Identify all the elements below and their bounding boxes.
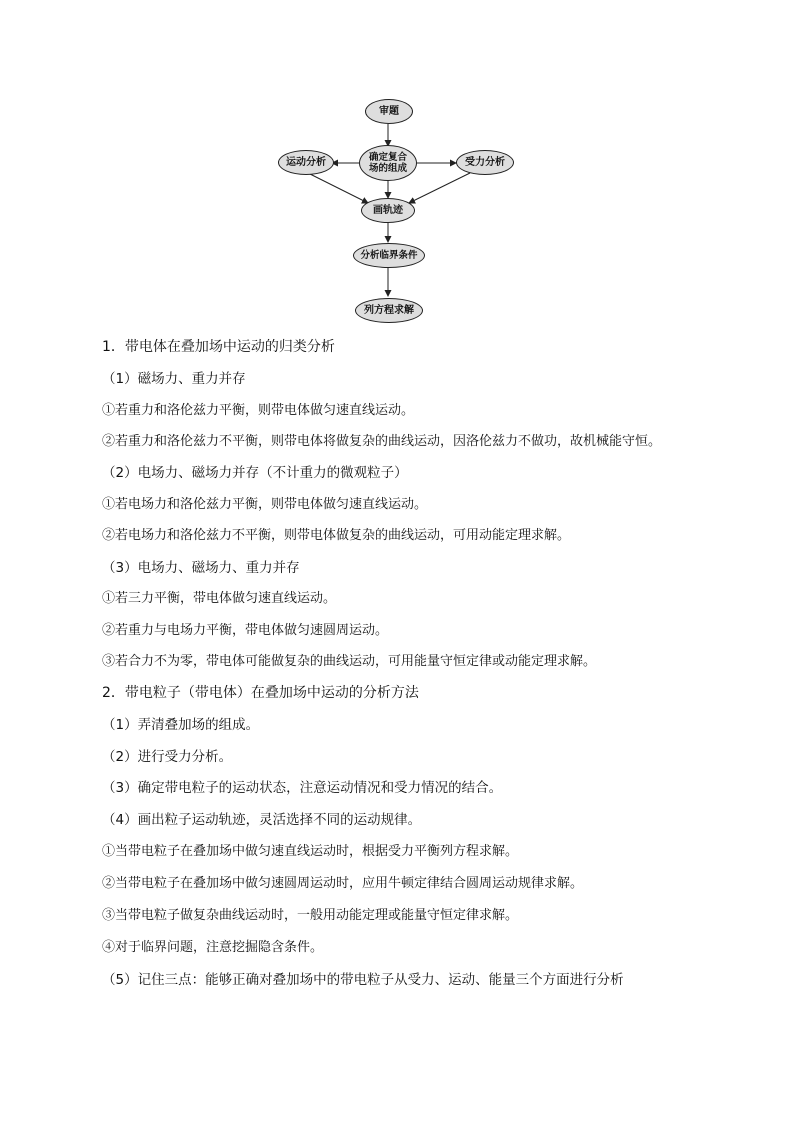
node-linjie: 分析临界条件 [353, 243, 425, 268]
item-1-1a: ①若重力和洛伦兹力平衡，则带电体做匀速直线运动。 [102, 403, 415, 418]
item-2-3: （3）确定带电粒子的运动状态，注意运动情况和受力情况的结合。 [102, 780, 503, 796]
item-2-2: （2）进行受力分析。 [102, 749, 233, 765]
item-1-2b: ②若电场力和洛伦兹力不平衡，则带电体做复杂的曲线运动，可用动能定理求解。 [102, 528, 571, 543]
item-1-1b: ②若重力和洛伦兹力不平衡，则带电体将做复杂的曲线运动，因洛伦兹力不做功，故机械能守恒。 [102, 434, 662, 449]
item-1-3a: ①若三力平衡，带电体做匀速直线运动。 [102, 591, 337, 606]
node-queding: 确定复合场的组成 [359, 145, 417, 181]
item-2-4c: ③当带电粒子做复杂曲线运动时，一般用动能定理或能量守恒定律求解。 [102, 908, 519, 923]
section-1-title: 1．带电体在叠加场中运动的归类分析 [102, 339, 335, 355]
item-1-3b: ②若重力与电场力平衡，带电体做匀速圆周运动。 [102, 623, 389, 638]
item-1-3: （3）电场力、磁场力、重力并存 [102, 560, 300, 576]
arrow-shouli-huaguiji [409, 173, 470, 203]
item-2-1: （1）弄清叠加场的组成。 [102, 717, 260, 733]
item-1-3c: ③若合力不为零，带电体可能做复杂的曲线运动，可用能量守恒定律或动能定理求解。 [102, 654, 597, 669]
item-2-4b: ②当带电粒子在叠加场中做匀速圆周运动时，应用牛顿定律结合圆周运动规律求解。 [102, 876, 584, 891]
item-2-4a: ①当带电粒子在叠加场中做匀速直线运动时，根据受力平衡列方程求解。 [102, 844, 519, 859]
node-shenti: 审题 [365, 99, 413, 124]
item-1-1: （1）磁场力、重力并存 [102, 371, 246, 387]
item-2-5: （5）记住三点：能够正确对叠加场中的带电粒子从受力、运动、能量三个方面进行分析 [102, 972, 624, 988]
node-huaguiji: 画轨迹 [361, 198, 415, 223]
node-yundong: 运动分析 [278, 150, 334, 175]
node-liefangcheng: 列方程求解 [355, 298, 423, 323]
item-2-4: （4）画出粒子运动轨迹，灵活选择不同的运动规律。 [102, 812, 422, 828]
item-1-2: （2）电场力、磁场力并存（不计重力的微观粒子） [102, 465, 408, 481]
section-2-title: 2．带电粒子（带电体）在叠加场中运动的分析方法 [102, 685, 419, 701]
node-shouli: 受力分析 [456, 150, 514, 175]
item-2-4d: ④对于临界问题，注意挖掘隐含条件。 [102, 940, 324, 955]
flowchart [270, 90, 530, 330]
arrow-yundong-huaguiji [308, 173, 368, 203]
item-1-2a: ①若电场力和洛伦兹力平衡，则带电体做匀速直线运动。 [102, 497, 428, 512]
